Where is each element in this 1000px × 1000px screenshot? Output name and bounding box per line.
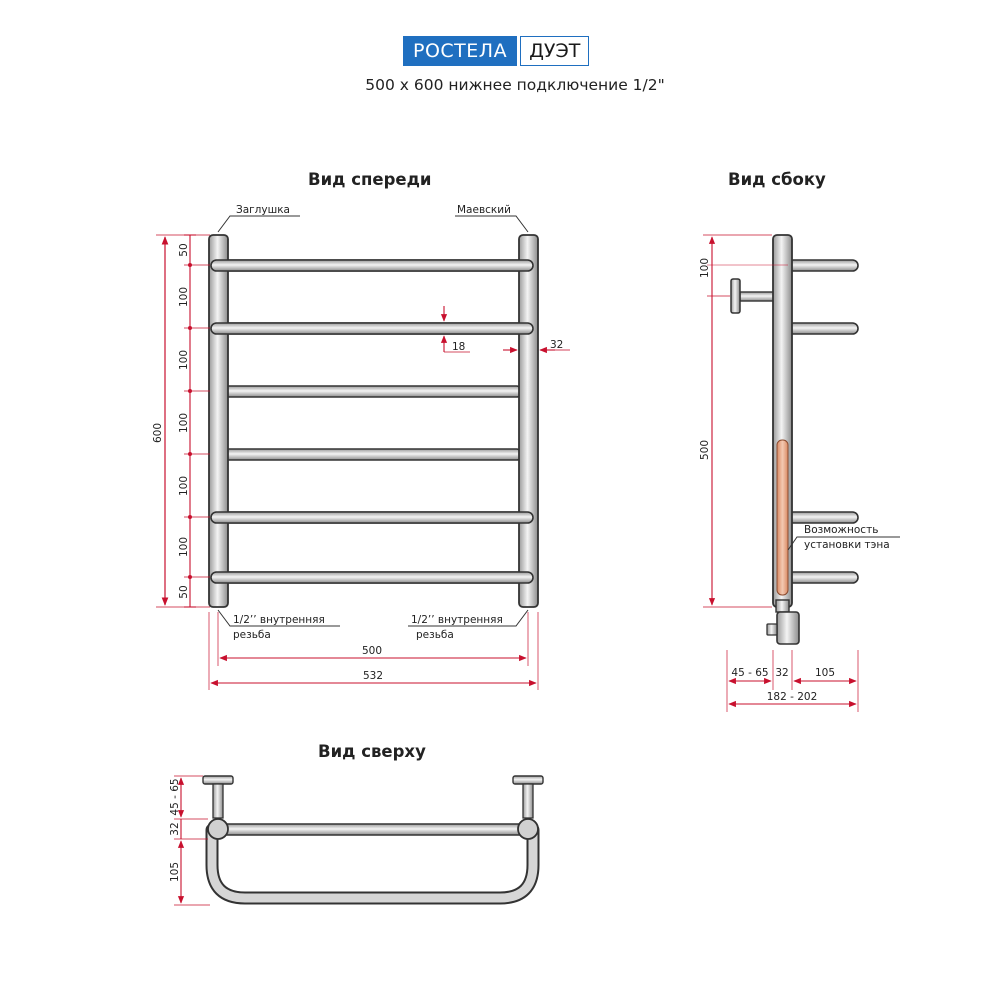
top-dim-wall: 45 - 65: [169, 778, 181, 816]
side-dim-pipe: 32: [775, 667, 789, 679]
front-right-pipe: [519, 235, 538, 607]
side-heater: [777, 440, 788, 595]
side-bar-1: [788, 260, 858, 271]
side-dim-100: 100: [699, 257, 711, 279]
side-dim-total: 182 - 202: [766, 691, 818, 703]
front-left-pipe: [209, 235, 228, 607]
top-right-pipe: [518, 819, 538, 839]
top-straight-bar: [212, 824, 533, 835]
front-cap-label: Заглушка: [236, 204, 290, 216]
front-view-title: Вид спереди: [308, 170, 432, 189]
top-dim-depth: 105: [169, 861, 181, 883]
side-view-title: Вид сбоку: [728, 170, 826, 189]
top-right-bracket-plate: [513, 776, 543, 784]
front-bar-diameter-value: 18: [452, 341, 466, 353]
side-bracket-rod: [740, 292, 774, 301]
front-valve-label: Маевский: [457, 204, 511, 216]
side-view: [699, 235, 900, 712]
side-heater-nut: [776, 600, 789, 612]
front-thread-right-line1: 1/2’’ внутренняя: [411, 614, 503, 626]
top-view-title: Вид сверху: [318, 742, 426, 761]
front-height-value: 600: [152, 422, 164, 444]
front-seg-3: 100: [178, 349, 190, 371]
front-thread-left-line1: 1/2’’ внутренняя: [233, 614, 325, 626]
front-seg-2: 100: [178, 286, 190, 308]
side-dim-500: 500: [699, 439, 711, 461]
side-heater-plug: [767, 624, 777, 635]
side-dim-wall: 45 - 65: [731, 667, 769, 679]
brand-model: ДУЭТ: [520, 36, 589, 66]
top-left-bracket-rod: [213, 784, 223, 818]
front-total-width-value: 532: [362, 670, 384, 682]
front-thread-right-line2: резьба: [416, 629, 454, 641]
front-view: [152, 204, 570, 690]
top-right-bracket-rod: [523, 784, 533, 818]
top-left-pipe: [208, 819, 228, 839]
top-view: [169, 776, 543, 905]
front-thread-left-line2: резьба: [233, 629, 271, 641]
front-bar-3: [222, 386, 522, 397]
brand-name: РОСТЕЛА: [403, 36, 517, 66]
side-bar-2: [788, 323, 858, 334]
side-heater-label-line1: Возможность: [804, 524, 879, 536]
front-seg-5: 100: [178, 475, 190, 497]
front-seg-7: 50: [178, 585, 190, 599]
top-u-bar-outer: [212, 830, 533, 898]
front-seg-4: 100: [178, 412, 190, 434]
front-pipe-diameter-value: 32: [550, 339, 564, 351]
side-bracket-plate: [731, 279, 740, 313]
top-dim-pipe: 32: [169, 822, 181, 836]
side-dim-depth: 105: [814, 667, 836, 679]
front-seg-1: 50: [178, 243, 190, 257]
front-seg-6: 100: [178, 536, 190, 558]
side-bar-3: [788, 512, 858, 523]
front-axis-width-value: 500: [361, 645, 383, 657]
top-left-bracket-plate: [203, 776, 233, 784]
side-bar-4: [788, 572, 858, 583]
side-heater-label-line2: установки тэна: [804, 539, 890, 551]
front-bar-4: [222, 449, 522, 460]
product-subtitle: 500 х 600 нижнее подключение 1/2": [365, 76, 665, 94]
side-heater-box: [777, 612, 799, 644]
